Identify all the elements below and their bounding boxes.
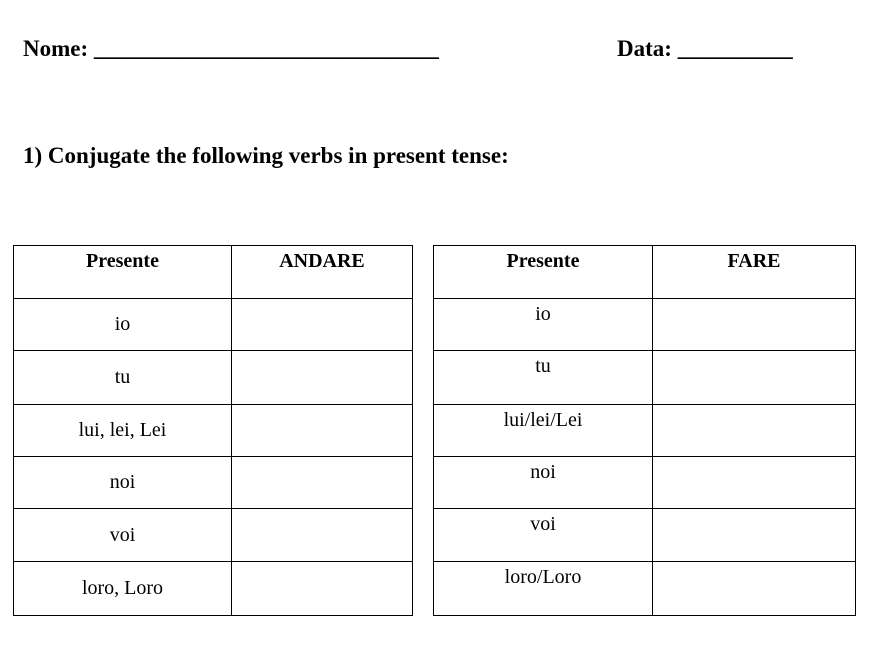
answer-cell[interactable] bbox=[653, 509, 856, 562]
date-label: Data: bbox=[617, 36, 672, 61]
answer-cell[interactable] bbox=[232, 562, 413, 616]
name-label: Nome: bbox=[23, 36, 89, 61]
col-header-presente: Presente bbox=[434, 246, 653, 299]
fare-table bbox=[433, 245, 856, 616]
answer-cell[interactable] bbox=[653, 562, 856, 616]
name-field[interactable] bbox=[23, 36, 439, 62]
answer-cell[interactable] bbox=[232, 299, 413, 351]
answer-cell[interactable] bbox=[232, 351, 413, 405]
answer-cell[interactable] bbox=[653, 299, 856, 351]
answer-cell[interactable] bbox=[653, 351, 856, 405]
pronoun-cell: noi bbox=[434, 457, 653, 509]
date-blank[interactable]: __________ bbox=[677, 36, 793, 61]
col-header-verb: FARE bbox=[653, 246, 856, 299]
pronoun-cell: io bbox=[14, 299, 232, 351]
col-header-verb: ANDARE bbox=[232, 246, 413, 299]
pronoun-cell: tu bbox=[14, 351, 232, 405]
answer-cell[interactable] bbox=[232, 405, 413, 457]
date-field[interactable] bbox=[617, 36, 793, 62]
pronoun-cell: loro/Loro bbox=[434, 562, 653, 616]
instruction-heading: 1) Conjugate the following verbs in present tense: bbox=[23, 143, 509, 168]
pronoun-cell: lui/lei/Lei bbox=[434, 405, 653, 457]
col-header-presente: Presente bbox=[14, 246, 232, 299]
pronoun-cell: voi bbox=[14, 509, 232, 562]
pronoun-cell: noi bbox=[14, 457, 232, 509]
answer-cell[interactable] bbox=[653, 405, 856, 457]
pronoun-cell: voi bbox=[434, 509, 653, 562]
answer-cell[interactable] bbox=[232, 457, 413, 509]
pronoun-cell: lui, lei, Lei bbox=[14, 405, 232, 457]
pronoun-cell: loro, Loro bbox=[14, 562, 232, 616]
answer-cell[interactable] bbox=[653, 457, 856, 509]
pronoun-cell: io bbox=[434, 299, 653, 351]
name-blank[interactable]: ______________________________ bbox=[93, 36, 439, 61]
answer-cell[interactable] bbox=[232, 509, 413, 562]
andare-table bbox=[13, 245, 413, 616]
pronoun-cell: tu bbox=[434, 351, 653, 405]
